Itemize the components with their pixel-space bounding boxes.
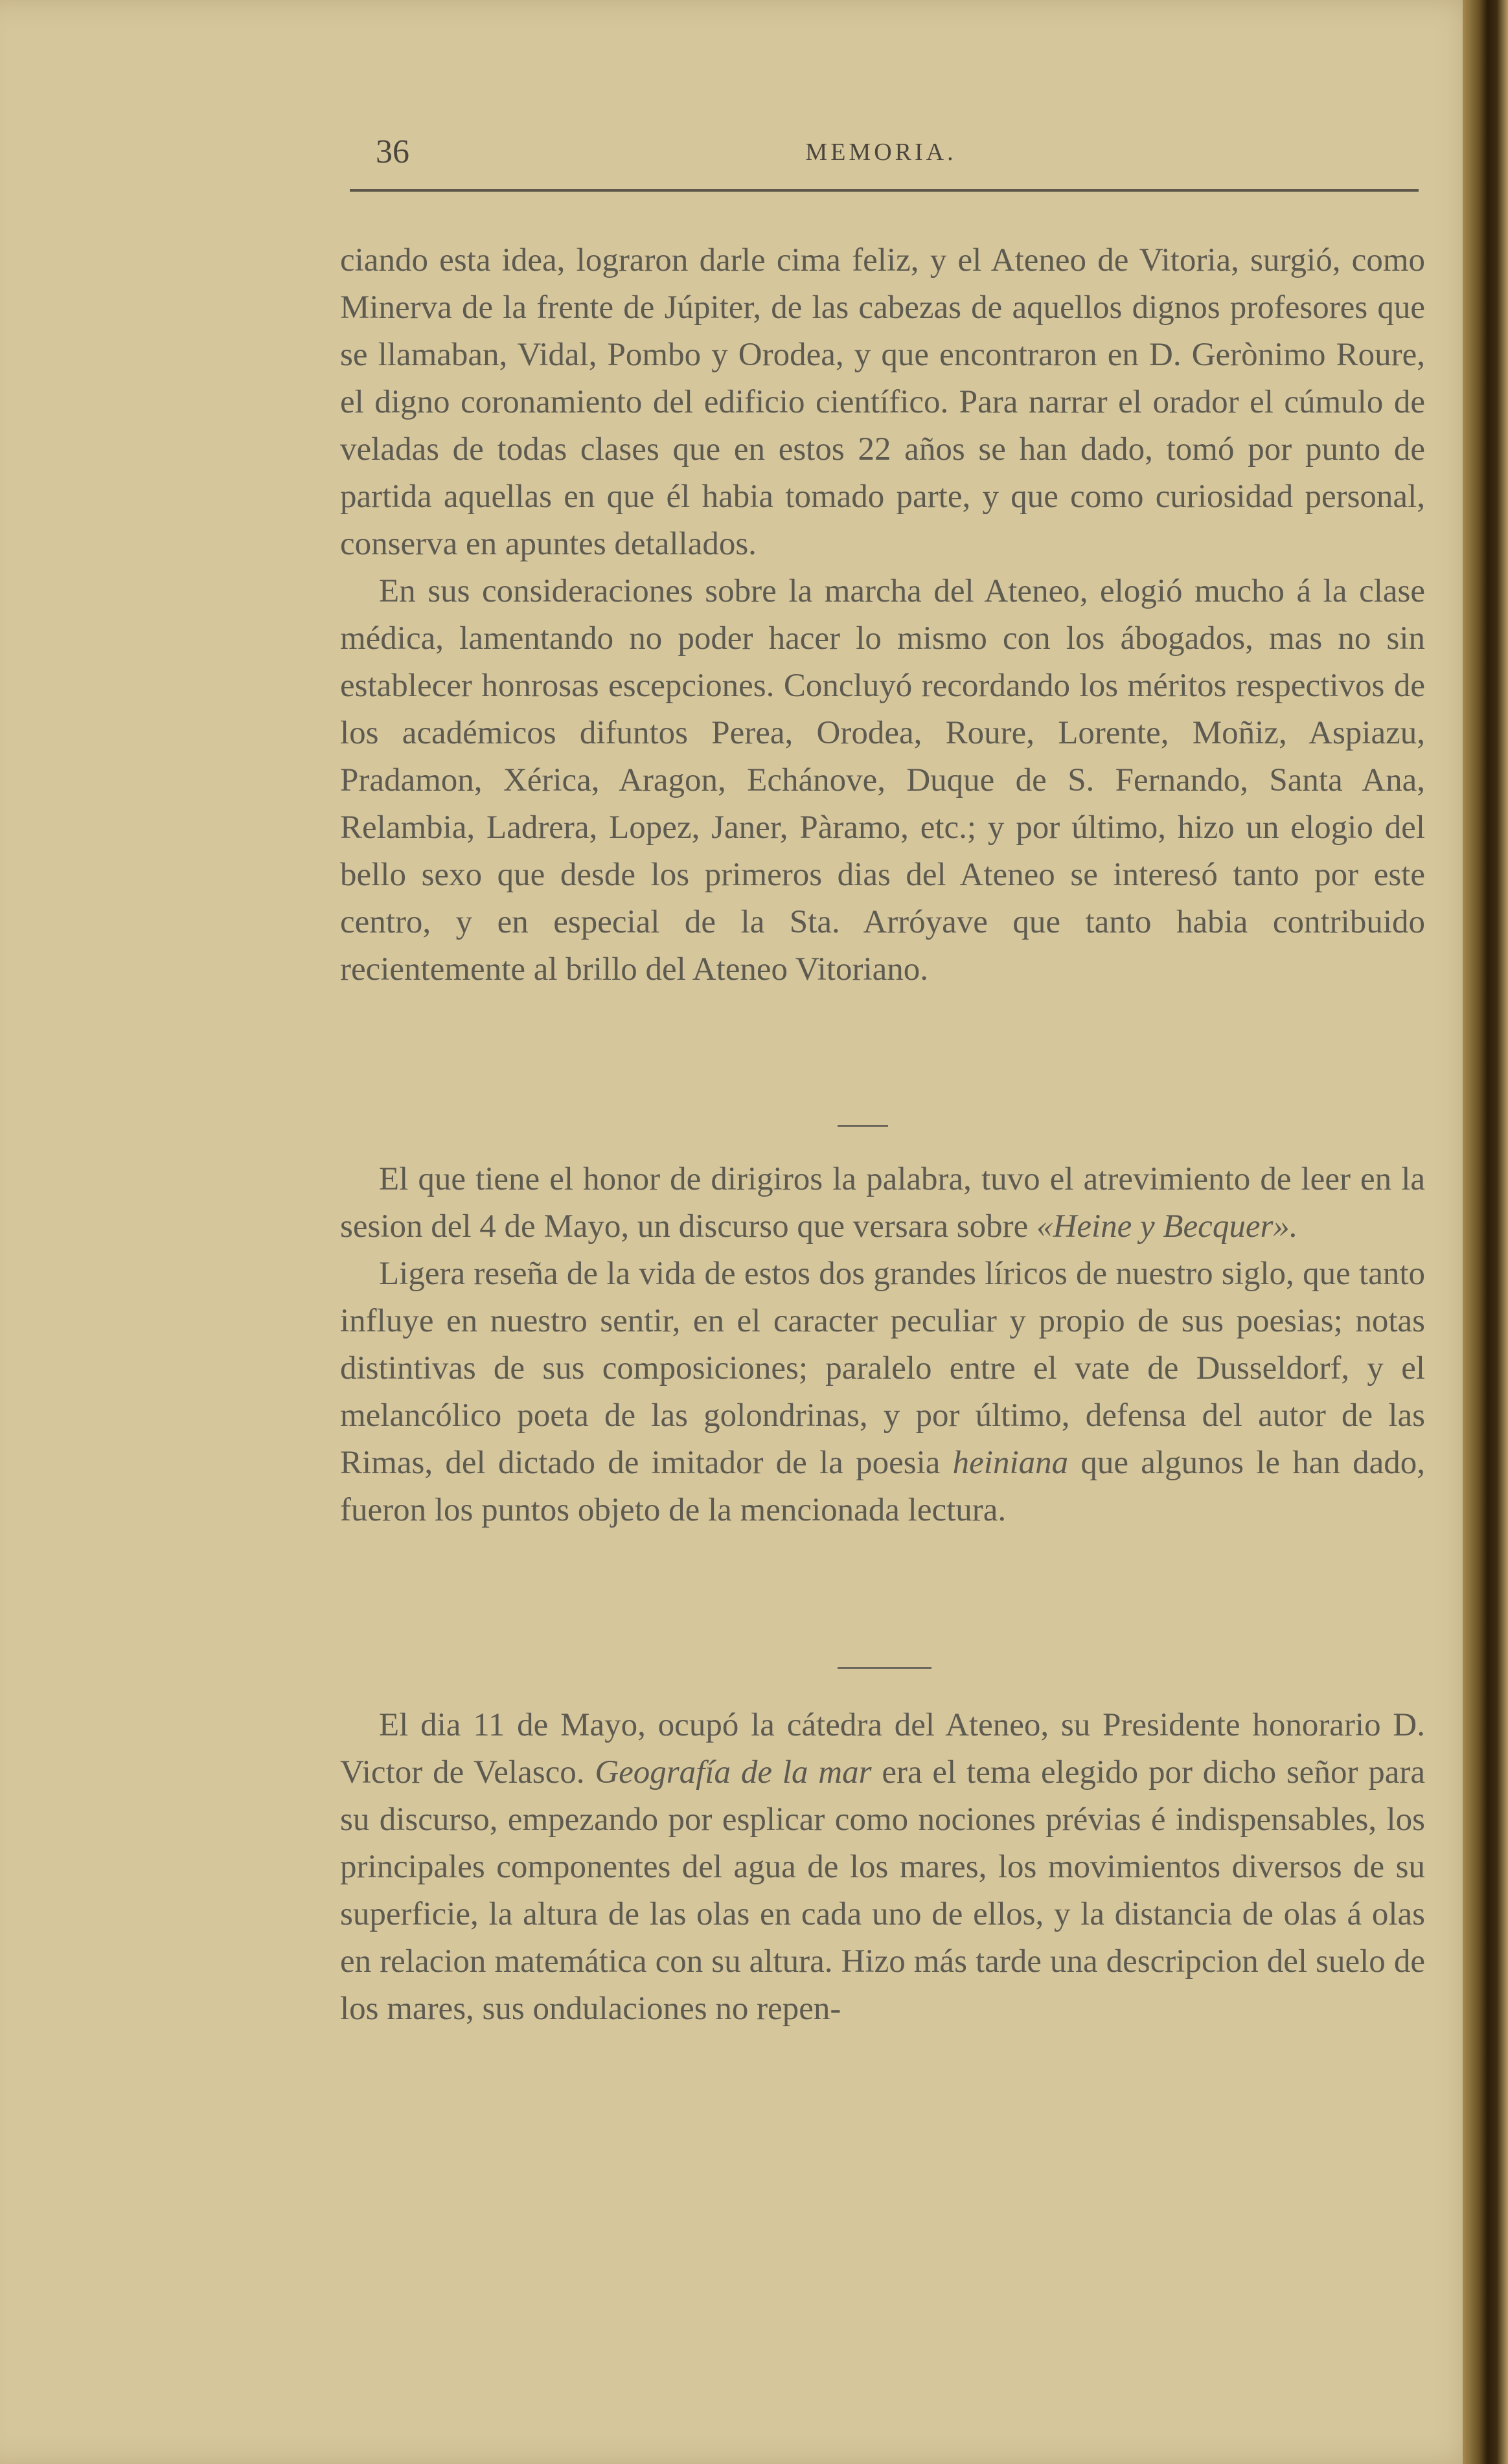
paragraph-text: El que tiene el honor de dirigiros la palabra, tuvo el atrevimiento de leer en la sesion del 4 de Mayo, un discurso que versara sobre <box>340 1161 1425 1245</box>
page-number: 36 <box>376 133 409 170</box>
italic-title: «Heine y Becquer». <box>1036 1208 1298 1245</box>
paragraph-text: que algunos le han dado, fueron los puntos objeto de la mencionada lectura. <box>340 1445 1425 1528</box>
paragraph: ciando esta idea, lograron darle cima feliz, y el Ateneo de Vitoria, surgió, como Minerva de la frente de Júpiter, de las cabezas de aquellos dignos profesores que se llamaban, Vidal, Pombo y Orodea, y que encontraron en D. Gerònimo Roure, el digno coronamiento del edificio científico. Para narrar el orador el cúmulo de veladas de todas clases que en estos 22 años se han dado, tomó por punto de partida aquellas en que él habia tomado parte, y que como curiosidad personal, conserva en apuntes detallados. <box>340 242 1425 562</box>
text-block-geografia-mar <box>340 1702 1425 2033</box>
section-divider <box>838 1125 888 1127</box>
text-block-heine-becquer <box>340 1156 1425 1534</box>
book-spine-edge <box>1463 0 1508 2464</box>
paragraph <box>340 1156 1425 1250</box>
text-block-ateneo-history <box>340 237 1425 993</box>
running-head: MEMORIA. <box>805 139 957 166</box>
paragraph <box>340 1702 1425 2033</box>
header-rule <box>350 189 1419 192</box>
page-header <box>337 133 1425 178</box>
paragraph-text: Ligera reseña de la vida de estos dos grandes líricos de nuestro siglo, que tanto influye en nuestro sentir, en el caracter peculiar y propio de sus poesias; notas distintivas de sus composiciones; paralelo entre el vate de Dusseldorf, y el melancólico poeta de las golondrinas, y por último, defensa del autor de las Rimas, del dictado de imitador de la poesia <box>340 1256 1425 1481</box>
section-divider <box>838 1667 931 1669</box>
paragraph-text: El dia 11 de Mayo, ocupó la cátedra del Ateneo, su Presidente honorario D. Victor de Velasco. <box>340 1707 1425 1791</box>
italic-word: heiniana <box>952 1445 1069 1481</box>
italic-title: Geografía de la mar <box>595 1754 872 1791</box>
paragraph-text: era el tema elegido por dicho señor para su discurso, empezando por esplicar como nociones prévias é indispensables, los principales componentes del agua de los mares, los movimientos diversos de su superficie, la altura de las olas en cada uno de ellos, y la distancia de olas á olas en relacion matemática con su altura. Hizo más tarde una descripcion del suelo de los mares, sus ondulaciones no repen- <box>340 1754 1426 2027</box>
paragraph <box>340 1250 1425 1534</box>
paragraph: En sus consideraciones sobre la marcha del Ateneo, elogió mucho á la clase médica, lamentando no poder hacer lo mismo con los ábogados, mas no sin establecer honrosas escepciones. Concluyó recordando los méritos respectivos de los académicos difuntos Perea, Orodea, Roure, Lorente, Moñiz, Aspiazu, Pradamon, Xérica, Aragon, Echánove, Duque de S. Fernando, Santa Ana, Relambia, Ladrera, Lopez, Janer, Pàramo, etc.; y por último, hizo un elogio del bello sexo que desde los primeros dias del Ateneo se interesó tanto por este centro, y en especial de la Sta. Arróyave que tanto habia contribuido recientemente al brillo del Ateneo Vitoriano. <box>340 573 1425 988</box>
